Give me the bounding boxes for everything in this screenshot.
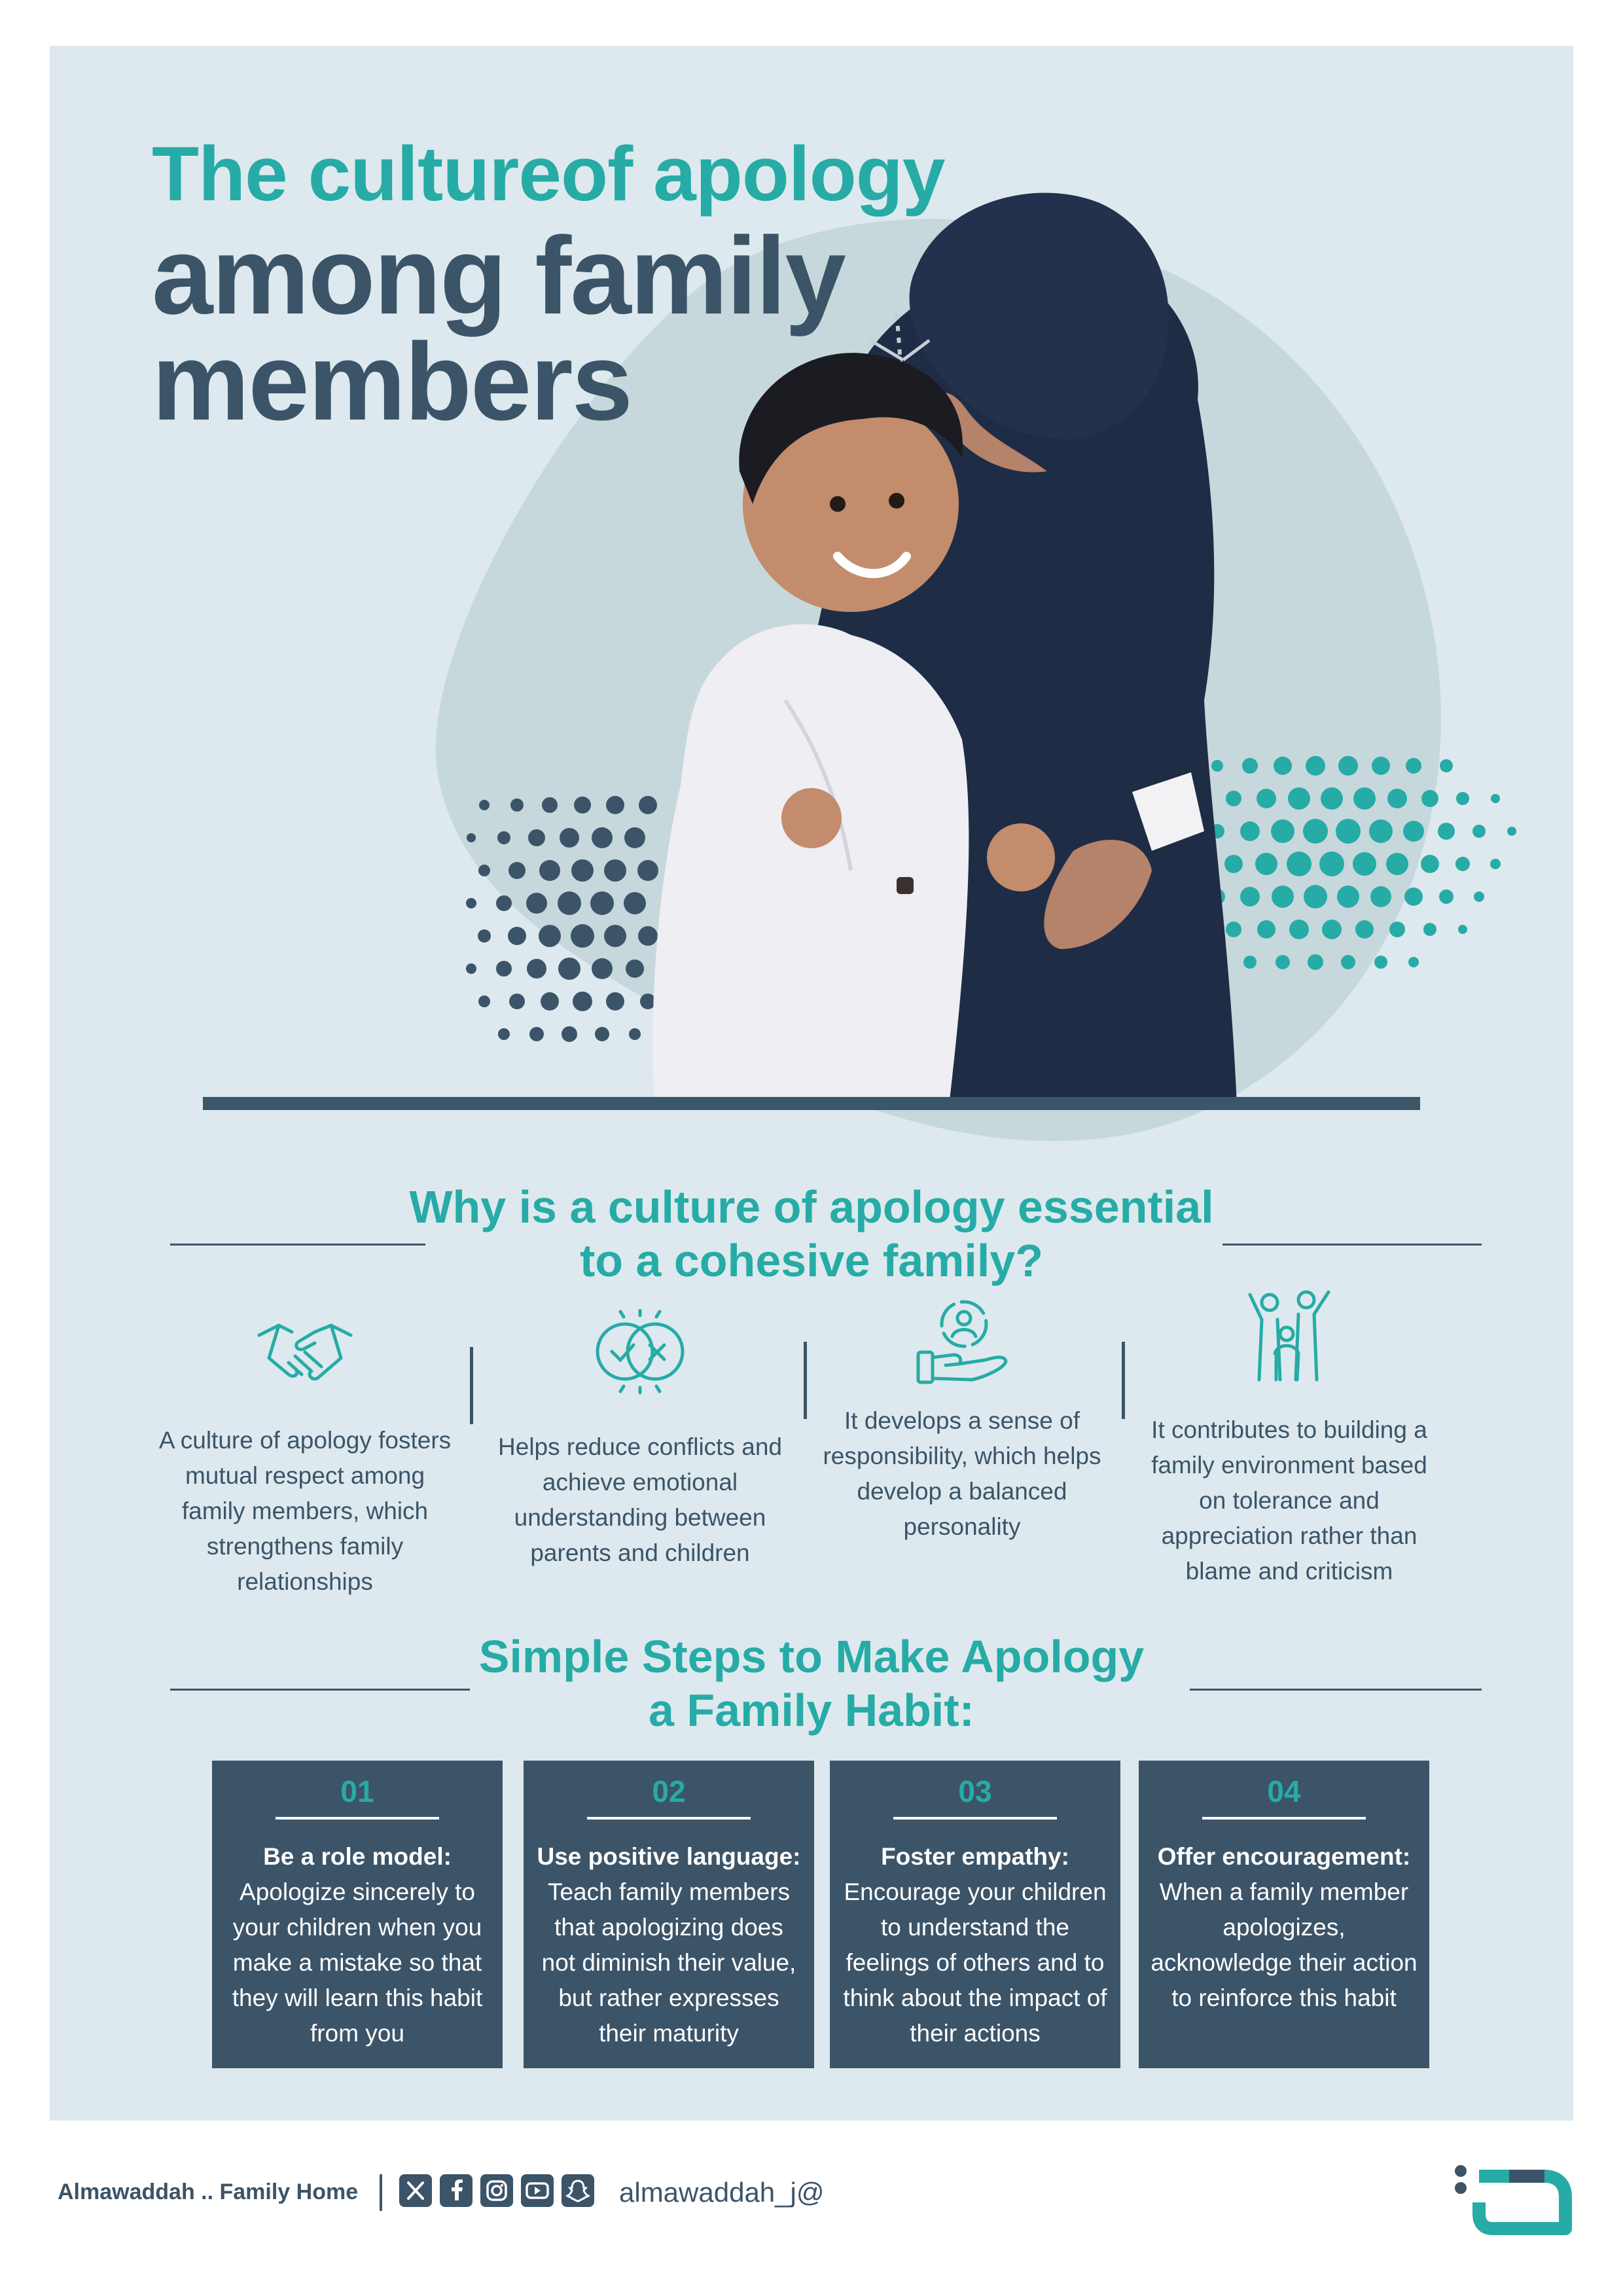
reason-1-text: A culture of apology fosters mutual respect among family members, which strengthens family relationships bbox=[158, 1427, 452, 1595]
step-title: Foster empathy: bbox=[881, 1843, 1069, 1870]
step-body: Apologize sincerely to your children when you make a mistake so that they will learn this habit from you bbox=[232, 1878, 483, 2047]
title-line-2a: among family bbox=[152, 214, 845, 337]
title-line-2b: members bbox=[152, 320, 632, 443]
title-line-1: The cultureof apology bbox=[152, 131, 945, 217]
step-body: When a family member apologizes, acknowledge their action to reinforce this habit bbox=[1150, 1878, 1418, 2011]
step-number: 02 bbox=[652, 1774, 686, 1808]
step-card-2 bbox=[524, 1761, 814, 2068]
family-group-icon bbox=[1243, 1288, 1335, 1386]
footer-divider bbox=[380, 2174, 382, 2211]
step-number-rule bbox=[893, 1817, 1057, 1820]
step-card-4 bbox=[1139, 1761, 1429, 2068]
social-handle[interactable]: almawaddah_j@ bbox=[619, 2177, 825, 2208]
footer-brand: Almawaddah .. Family Home bbox=[58, 2179, 359, 2204]
reason-divider-1 bbox=[470, 1347, 473, 1424]
step-number-rule bbox=[587, 1817, 751, 1820]
step-number: 03 bbox=[958, 1774, 992, 1808]
steps-heading-line-1: Simple Steps to Make Apology bbox=[478, 1631, 1145, 1682]
step-number: 04 bbox=[1267, 1774, 1301, 1808]
step-number-rule bbox=[1202, 1817, 1366, 1820]
handshake-icon bbox=[253, 1309, 357, 1388]
youtube-icon[interactable] bbox=[521, 2174, 554, 2207]
hero-baseline-bar bbox=[203, 1097, 1420, 1110]
reason-3 bbox=[812, 1295, 1113, 1545]
facebook-icon[interactable] bbox=[440, 2174, 473, 2207]
step-body: Teach family members that apologizing does not diminish their value, but rather expresses their maturity bbox=[541, 1878, 796, 2047]
step-title: Offer encouragement: bbox=[1157, 1843, 1411, 1870]
reason-2 bbox=[490, 1309, 791, 1571]
step-number-rule bbox=[276, 1817, 439, 1820]
step-title: Use positive language: bbox=[537, 1843, 801, 1870]
title-line-2 bbox=[152, 214, 845, 443]
step-card-3 bbox=[830, 1761, 1120, 2068]
conflict-resolution-icon bbox=[584, 1309, 696, 1394]
x-icon[interactable] bbox=[399, 2174, 432, 2207]
reason-divider-2 bbox=[804, 1342, 807, 1419]
responsibility-hand-icon bbox=[913, 1295, 1011, 1386]
reason-2-text: Helps reduce conflicts and achieve emotional understanding between parents and children bbox=[498, 1433, 782, 1566]
snapchat-icon[interactable] bbox=[562, 2174, 594, 2207]
reason-3-text: It develops a sense of responsibility, which helps develop a balanced personality bbox=[823, 1407, 1101, 1540]
step-title: Be a role model: bbox=[263, 1843, 452, 1870]
reason-4-text: It contributes to building a family environment based on tolerance and appreciation rather than blame and criticism bbox=[1151, 1416, 1427, 1585]
why-heading-line-2: to a cohesive family? bbox=[579, 1235, 1044, 1286]
reason-divider-3 bbox=[1122, 1342, 1125, 1419]
instagram-icon[interactable] bbox=[480, 2174, 513, 2207]
almawaddah-logo-icon bbox=[1446, 2157, 1577, 2242]
reason-4 bbox=[1139, 1288, 1440, 1589]
step-number: 01 bbox=[340, 1774, 374, 1808]
step-body: Encourage your children to understand the feelings of others and to think about the impact of their actions bbox=[843, 1878, 1107, 2047]
reason-1 bbox=[154, 1309, 455, 1600]
step-card-1 bbox=[212, 1761, 503, 2068]
why-heading-line-1: Why is a culture of apology essential bbox=[409, 1181, 1214, 1232]
why-heading bbox=[0, 1180, 1623, 1287]
steps-heading-line-2: a Family Habit: bbox=[649, 1685, 974, 1736]
steps-heading bbox=[0, 1630, 1623, 1737]
